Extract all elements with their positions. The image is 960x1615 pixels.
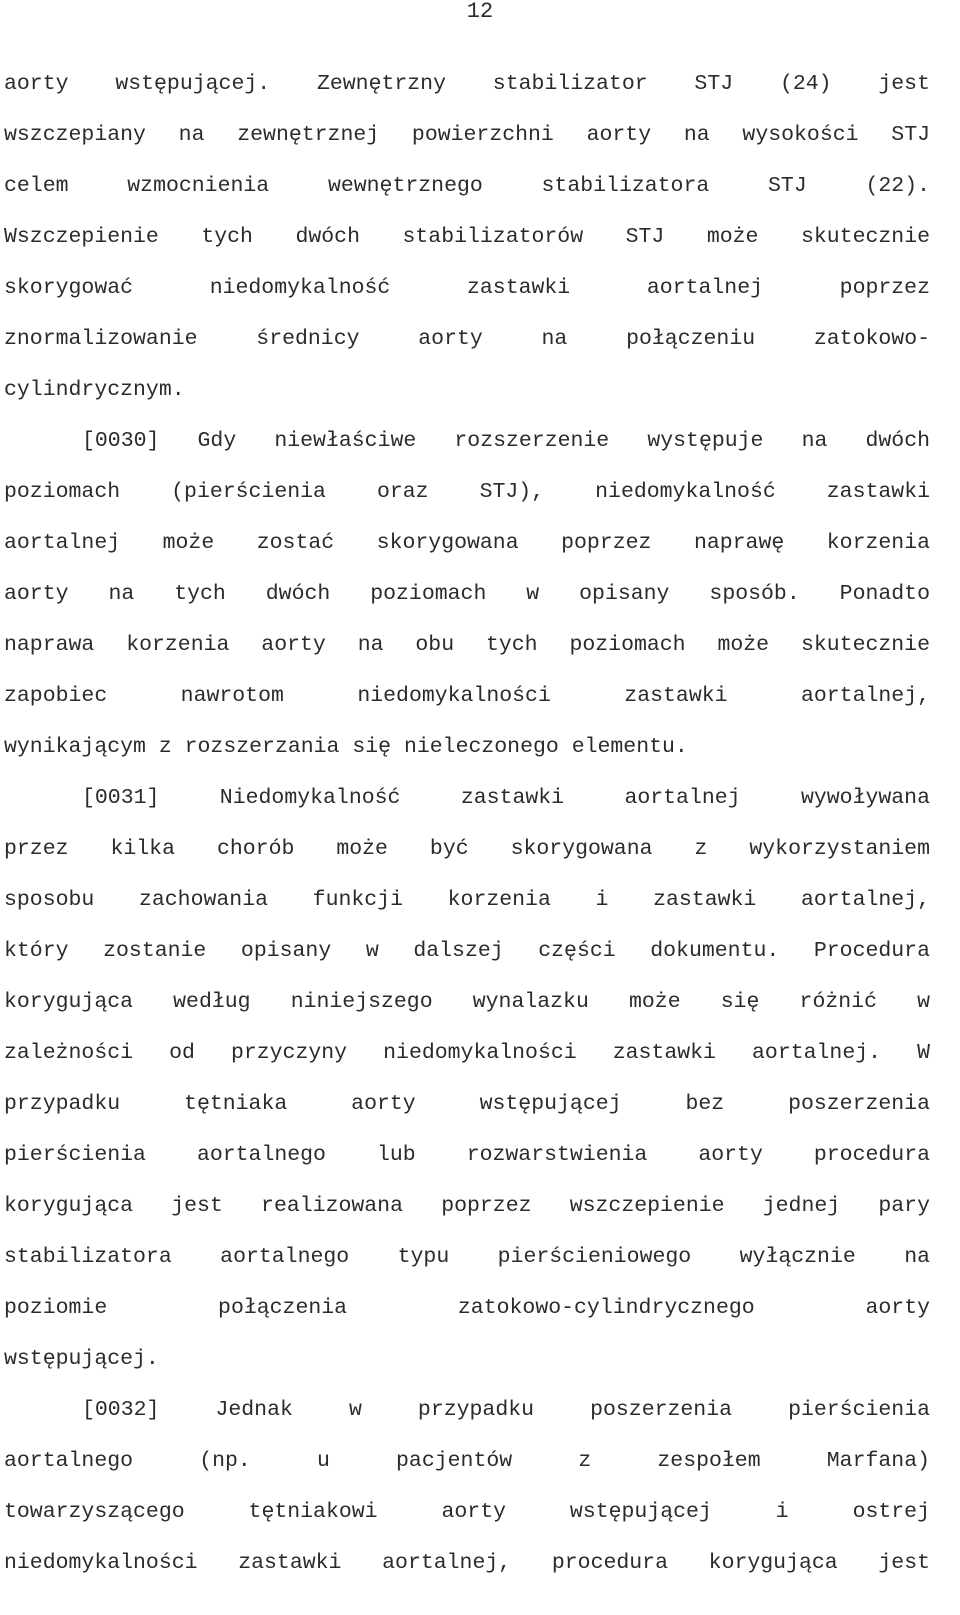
text-line: celem wzmocnienia wewnętrznego stabilizatora STJ (22).: [4, 174, 930, 198]
page-number: 12: [466, 0, 494, 24]
text-line: pierścienia aortalnego lub rozwarstwienia aorty procedura: [4, 1143, 930, 1167]
text-line: poziomach (pierścienia oraz STJ), niedomykalność zastawki: [4, 480, 930, 504]
text-line: korygująca według niniejszego wynalazku może się różnić w: [4, 990, 930, 1014]
paragraph-0032-start: [0032] Jednak w przypadku poszerzenia pierścienia: [82, 1398, 930, 1422]
text-line: wszczepiany na zewnętrznej powierzchni aorty na wysokości STJ: [4, 123, 930, 147]
text-line: wynikającym z rozszerzania się nieleczonego elementu.: [4, 735, 688, 759]
text-line: towarzyszącego tętniakowi aorty wstępującej i ostrej: [4, 1500, 930, 1524]
text-line: wstępującej.: [4, 1347, 159, 1371]
text-line: sposobu zachowania funkcji korzenia i zastawki aortalnej,: [4, 888, 930, 912]
text-line: który zostanie opisany w dalszej części dokumentu. Procedura: [4, 939, 930, 963]
text-line: cylindrycznym.: [4, 378, 185, 402]
text-line: aortalnego (np. u pacjentów z zespołem Marfana): [4, 1449, 930, 1473]
text-line: poziomie połączenia zatokowo-cylindrycznego aorty: [4, 1296, 930, 1320]
text-line: znormalizowanie średnicy aorty na połączeniu zatokowo-: [4, 327, 930, 351]
text-line: zależności od przyczyny niedomykalności zastawki aortalnej. W: [4, 1041, 930, 1065]
text-line: przez kilka chorób może być skorygowana z wykorzystaniem: [4, 837, 930, 861]
paragraph-0030-start: [0030] Gdy niewłaściwe rozszerzenie występuje na dwóch: [82, 429, 930, 453]
text-line: skorygować niedomykalność zastawki aortalnej poprzez: [4, 276, 930, 300]
paragraph-0031-start: [0031] Niedomykalność zastawki aortalnej wywoływana: [82, 786, 930, 810]
text-line: Wszczepienie tych dwóch stabilizatorów STJ może skutecznie: [4, 225, 930, 249]
text-line: korygująca jest realizowana poprzez wszczepienie jednej pary: [4, 1194, 930, 1218]
text-line: aorty na tych dwóch poziomach w opisany sposób. Ponadto: [4, 582, 930, 606]
text-line: przypadku tętniaka aorty wstępującej bez poszerzenia: [4, 1092, 930, 1116]
text-line: zapobiec nawrotom niedomykalności zastawki aortalnej,: [4, 684, 930, 708]
text-line: aorty wstępującej. Zewnętrzny stabilizator STJ (24) jest: [4, 72, 930, 96]
text-line: naprawa korzenia aorty na obu tych poziomach może skutecznie: [4, 633, 930, 657]
text-line: niedomykalności zastawki aortalnej, procedura korygująca jest: [4, 1551, 930, 1575]
body-text: [4, 59, 930, 1589]
text-line: aortalnej może zostać skorygowana poprzez naprawę korzenia: [4, 531, 930, 555]
text-line: stabilizatora aortalnego typu pierścieniowego wyłącznie na: [4, 1245, 930, 1269]
